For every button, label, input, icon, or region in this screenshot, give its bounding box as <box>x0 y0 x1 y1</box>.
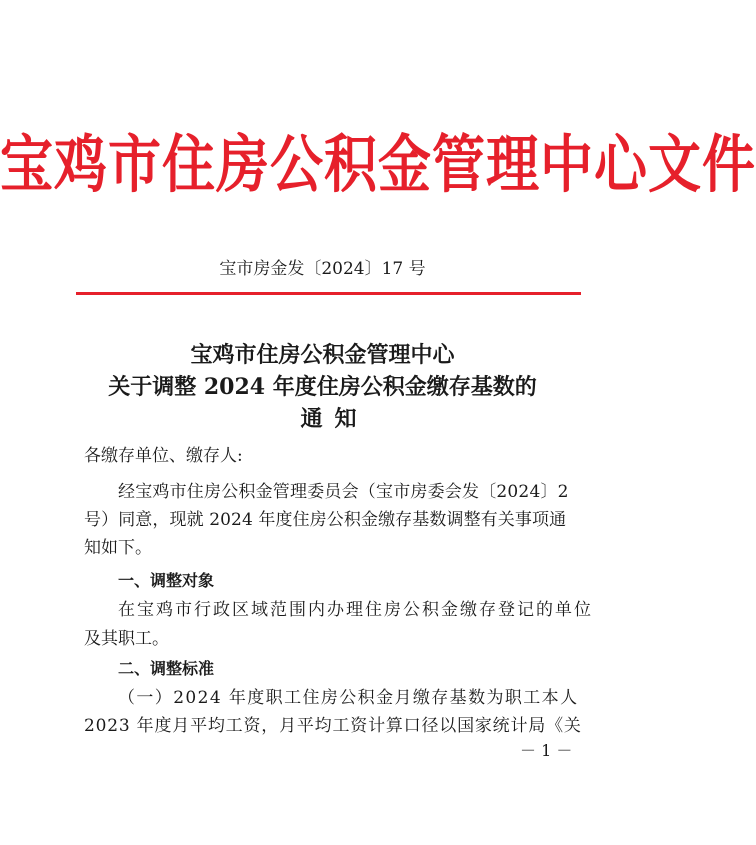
title-line-1: 宝鸡市住房公积金管理中心 <box>190 342 455 368</box>
document-masthead: 宝鸡市住房公积金管理中心文件 <box>0 129 756 202</box>
title-line-3: 通知 <box>300 406 369 432</box>
section-1-heading: 一、调整对象 <box>118 571 215 590</box>
intro-line-1: 经宝鸡市住房公积金管理委员会（宝市房委会发〔2024〕2 <box>118 482 569 502</box>
salutation: 各缴存单位、缴存人: <box>84 446 243 466</box>
section-2-line-1: （一）2024 年度职工住房公积金月缴存基数为职工本人 <box>118 688 579 708</box>
title-line-2: 关于调整 2024 年度住房公积金缴存基数的 <box>108 374 537 400</box>
section-1-line-1: 在宝鸡市行政区域范围内办理住房公积金缴存登记的单位 <box>118 600 593 620</box>
section-2-heading: 二、调整标准 <box>118 659 215 678</box>
document-number: 宝市房金发〔2024〕17 号 <box>219 259 426 279</box>
intro-line-3: 知如下。 <box>84 538 152 558</box>
intro-line-2: 号）同意，现就 2024 年度住房公积金缴存基数调整有关事项通 <box>84 510 567 530</box>
page-number: － 1 － <box>520 741 573 760</box>
red-divider-line <box>76 292 581 295</box>
section-1-line-2: 及其职工。 <box>84 629 169 649</box>
section-2-line-2: 2023 年度月平均工资，月平均工资计算口径以国家统计局《关 <box>84 716 582 736</box>
